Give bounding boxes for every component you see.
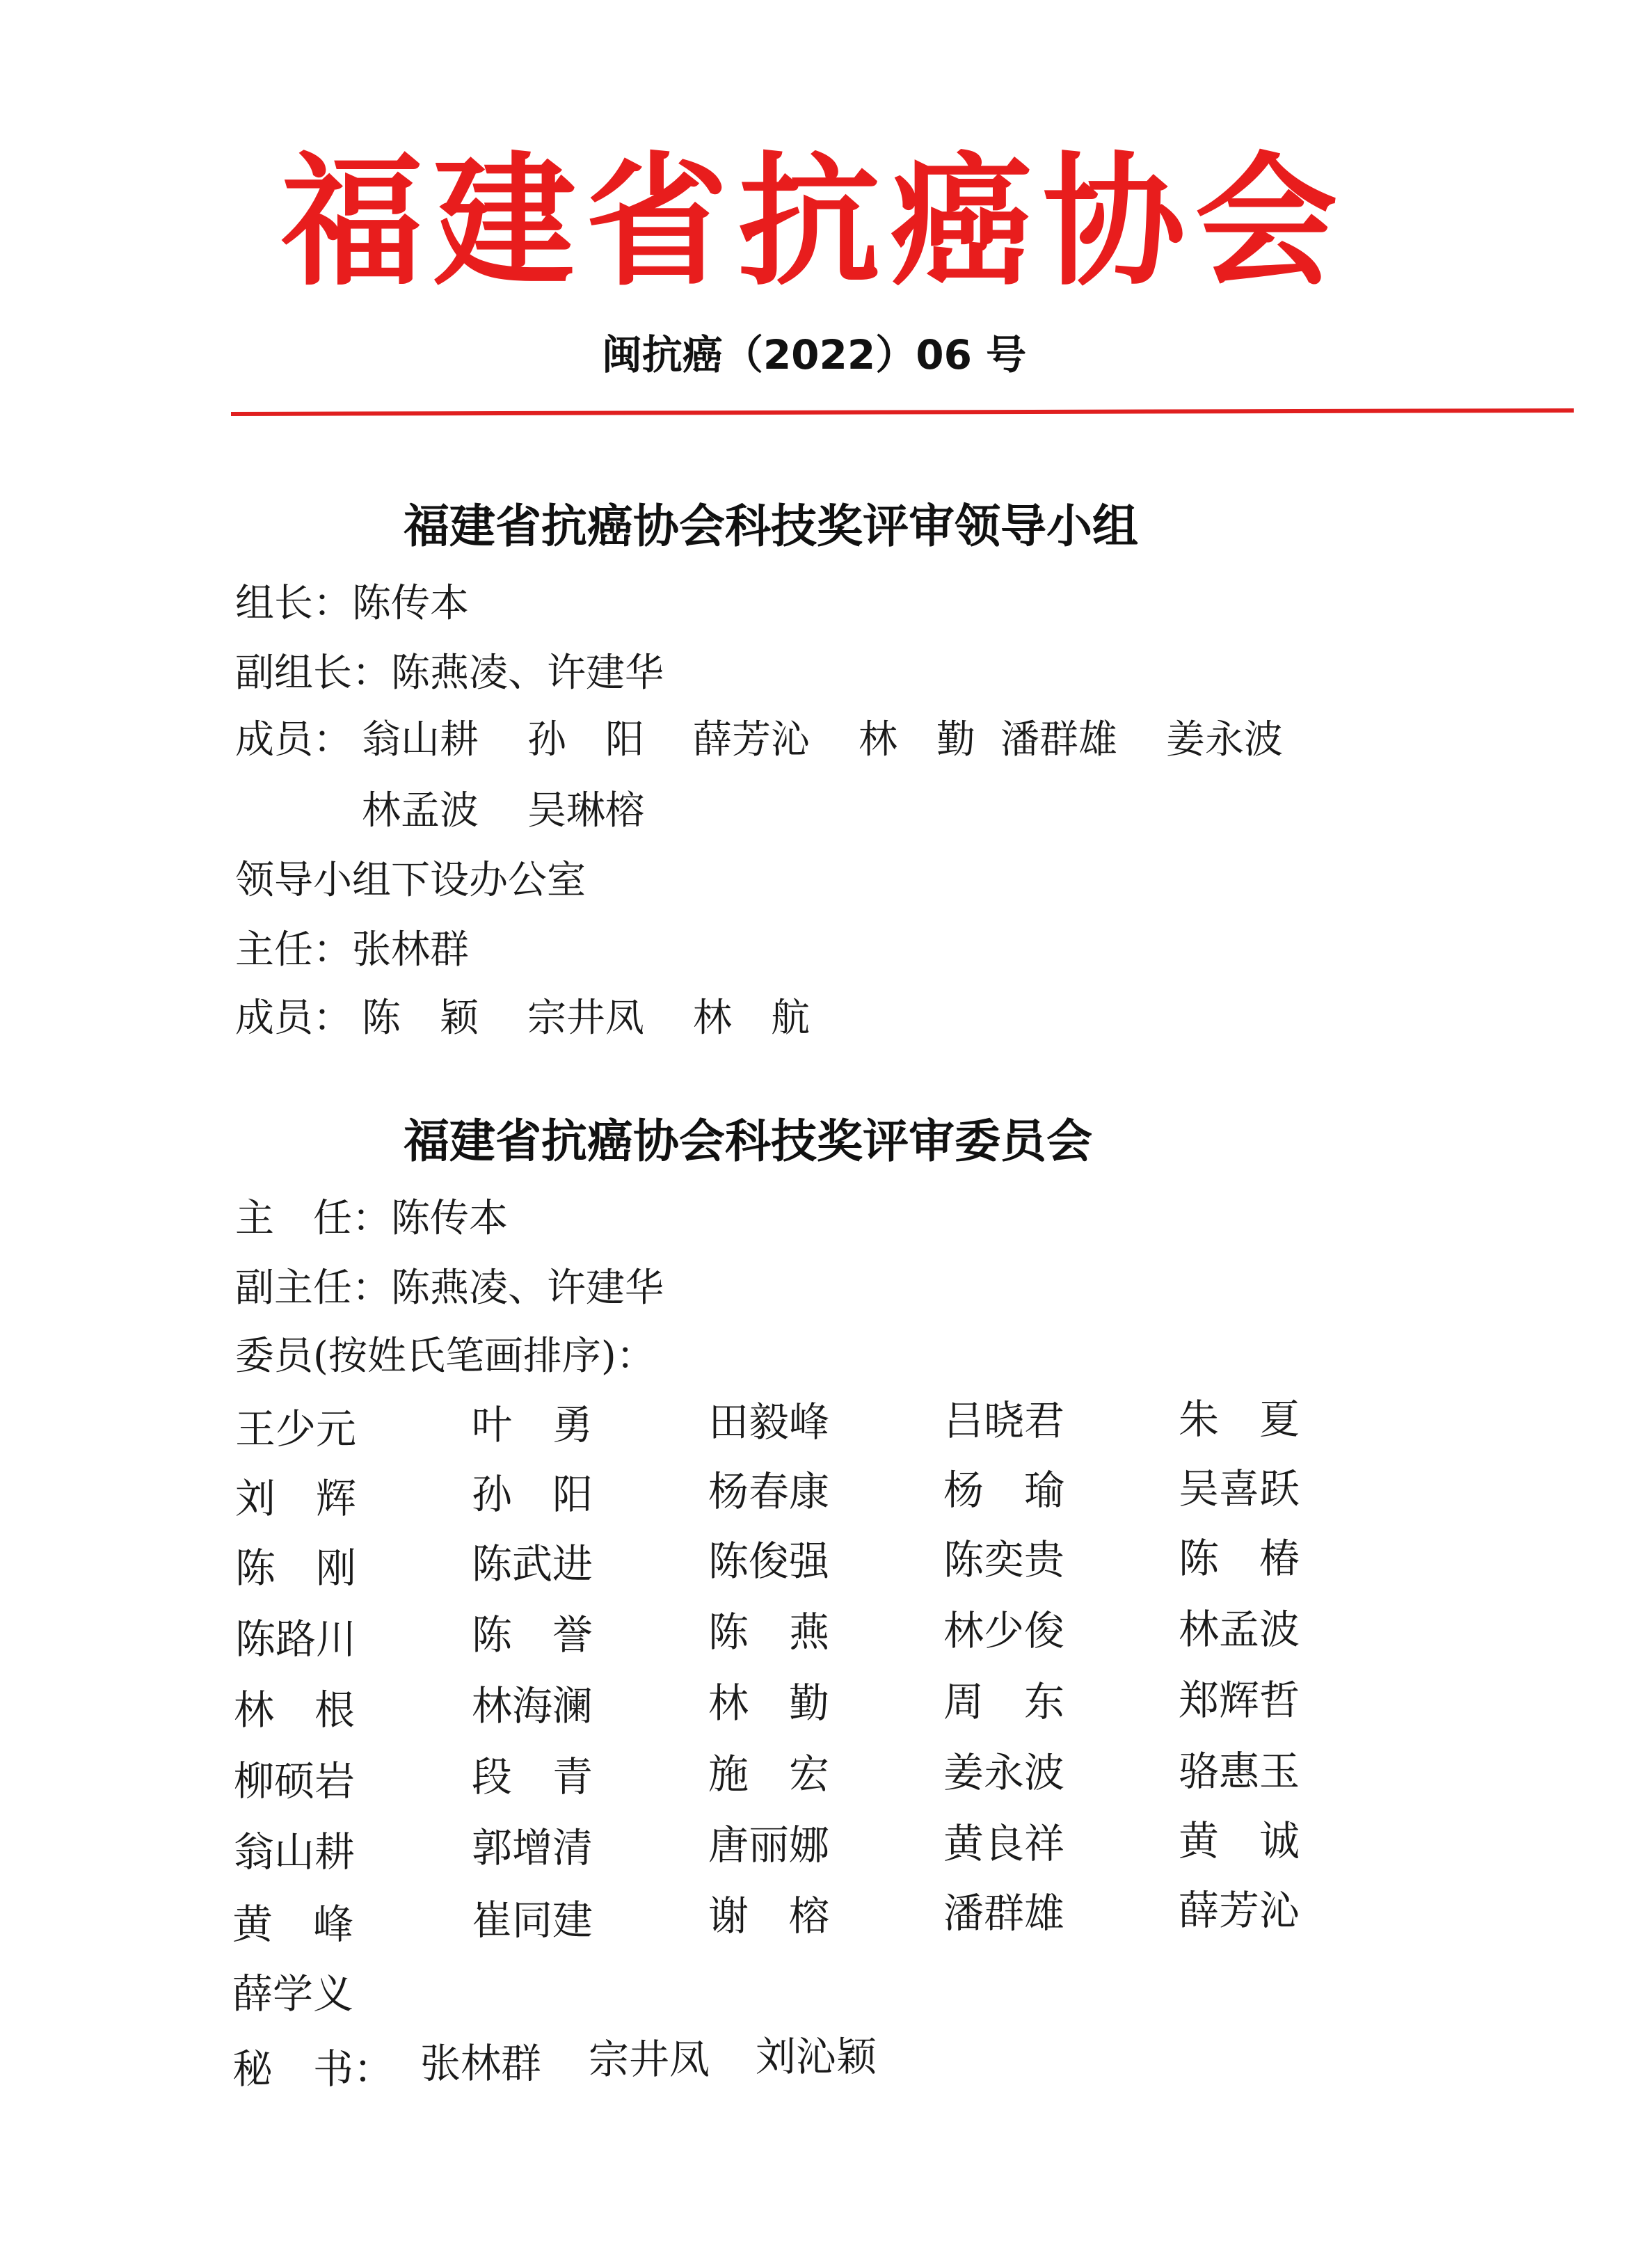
committee-member: 孙 阳 (472, 1471, 593, 1518)
committee-member: 林 勤 (708, 1679, 830, 1727)
committee-member: 陈俊强 (708, 1538, 830, 1585)
secretary-label: 秘 书： (232, 2045, 394, 2093)
deputy-leader-label: 副组长： (235, 650, 391, 696)
leader-label: 组长： (235, 581, 352, 626)
committee-member: 柳硕岩 (234, 1757, 356, 1805)
secretary-name: 张林群 (420, 2040, 542, 2087)
committee-member: 薛芳沁 (1179, 1887, 1300, 1934)
committee-member: 刘 辉 (235, 1475, 357, 1522)
committee-member: 黄良祥 (943, 1820, 1065, 1867)
leadership-member: 潘群雄 (1000, 717, 1117, 762)
red-divider-line (231, 408, 1574, 416)
committee-vice-chair-names: 陈燕凌、许建华 (391, 1265, 664, 1311)
committee-member: 林海澜 (472, 1682, 593, 1730)
committee-member: 吕晓君 (943, 1397, 1065, 1444)
committee-member: 唐丽娜 (708, 1821, 830, 1869)
office-member: 宗井凤 (527, 996, 644, 1041)
committee-member: 陈 誉 (472, 1611, 593, 1659)
deputy-leader-line (235, 646, 664, 701)
committee-member: 田毅峰 (708, 1398, 830, 1446)
committee-member: 陈 椿 (1179, 1535, 1300, 1582)
committee-member: 陈 刚 (235, 1544, 357, 1592)
committee-chair-name: 陈传本 (391, 1196, 508, 1241)
office-members-label: 成员： (235, 996, 352, 1041)
leadership-member: 孙 阳 (527, 717, 644, 762)
committee-member: 陈武进 (472, 1540, 593, 1588)
secretary-name: 刘沁颖 (756, 2033, 877, 2080)
committee-vice-chair-line (235, 1261, 664, 1316)
office-director-line (235, 923, 469, 978)
leadership-member: 林孟波 (362, 788, 479, 833)
office-member: 陈 颖 (362, 996, 479, 1041)
review-committee-title: 福建省抗癌协会科技奖评审委员会 (404, 1115, 1092, 1168)
committee-member: 陈路川 (235, 1615, 357, 1663)
committee-vice-chair-label: 副主任： (235, 1265, 391, 1311)
committee-member: 段 青 (472, 1753, 593, 1800)
committee-member: 陈奕贵 (943, 1536, 1065, 1583)
committee-member: 崔同建 (472, 1896, 593, 1944)
office-member: 林 航 (693, 996, 810, 1041)
leadership-member: 吴琳榕 (527, 788, 644, 833)
committee-member: 骆惠玉 (1179, 1748, 1300, 1795)
office-director-name: 张林群 (352, 927, 469, 973)
secretary-name: 宗井凤 (589, 2036, 710, 2083)
committee-member: 施 宏 (708, 1750, 830, 1798)
office-heading: 领导小组下设办公室 (235, 858, 586, 903)
committee-member: 王少元 (235, 1405, 357, 1453)
committee-member: 翁山耕 (234, 1828, 356, 1876)
committee-member: 薛学义 (232, 1970, 354, 2018)
committee-member: 郭增清 (472, 1824, 593, 1871)
committee-chair-line (235, 1191, 508, 1247)
committee-member: 谢 榕 (708, 1892, 830, 1940)
leader-name: 陈传本 (352, 581, 469, 626)
committee-member: 林孟波 (1179, 1606, 1300, 1653)
document-number: 闽抗癌（2022）06 号 (601, 331, 1027, 378)
committee-member: 林少俊 (943, 1607, 1065, 1654)
committee-member: 叶 勇 (472, 1401, 593, 1448)
committee-member: 黄 峰 (232, 1901, 354, 1948)
committee-member: 郑辉哲 (1179, 1677, 1300, 1724)
committee-member: 朱 夏 (1179, 1396, 1300, 1443)
committee-member: 杨 瑜 (943, 1467, 1065, 1514)
office-director-label: 主任： (235, 927, 352, 973)
committee-member: 黄 诚 (1179, 1817, 1300, 1864)
leadership-member: 薛芳沁 (693, 717, 810, 762)
leadership-member: 翁山耕 (362, 717, 479, 762)
leadership-member: 林 勤 (859, 717, 975, 762)
committee-member: 杨春康 (708, 1468, 830, 1515)
leadership-members-label: 成员： (235, 717, 352, 762)
committee-member: 潘群雄 (943, 1890, 1065, 1937)
deputy-leader-names: 陈燕凌、许建华 (391, 650, 664, 696)
organization-letterhead: 福建省抗癌协会 (280, 140, 1348, 305)
committee-member: 姜永波 (943, 1749, 1065, 1796)
leadership-member: 姜永波 (1166, 717, 1283, 762)
committee-member: 周 东 (943, 1678, 1065, 1725)
committee-chair-label: 主 任： (235, 1196, 391, 1241)
committee-member: 林 根 (234, 1686, 356, 1734)
committee-member: 吴喜跃 (1179, 1465, 1300, 1512)
leader-line (235, 576, 469, 632)
leadership-group-title: 福建省抗癌协会科技奖评审领导小组 (404, 500, 1138, 553)
committee-members-label: 委员(按姓氏笔画排序)： (235, 1334, 655, 1379)
committee-member: 陈 燕 (708, 1608, 830, 1656)
